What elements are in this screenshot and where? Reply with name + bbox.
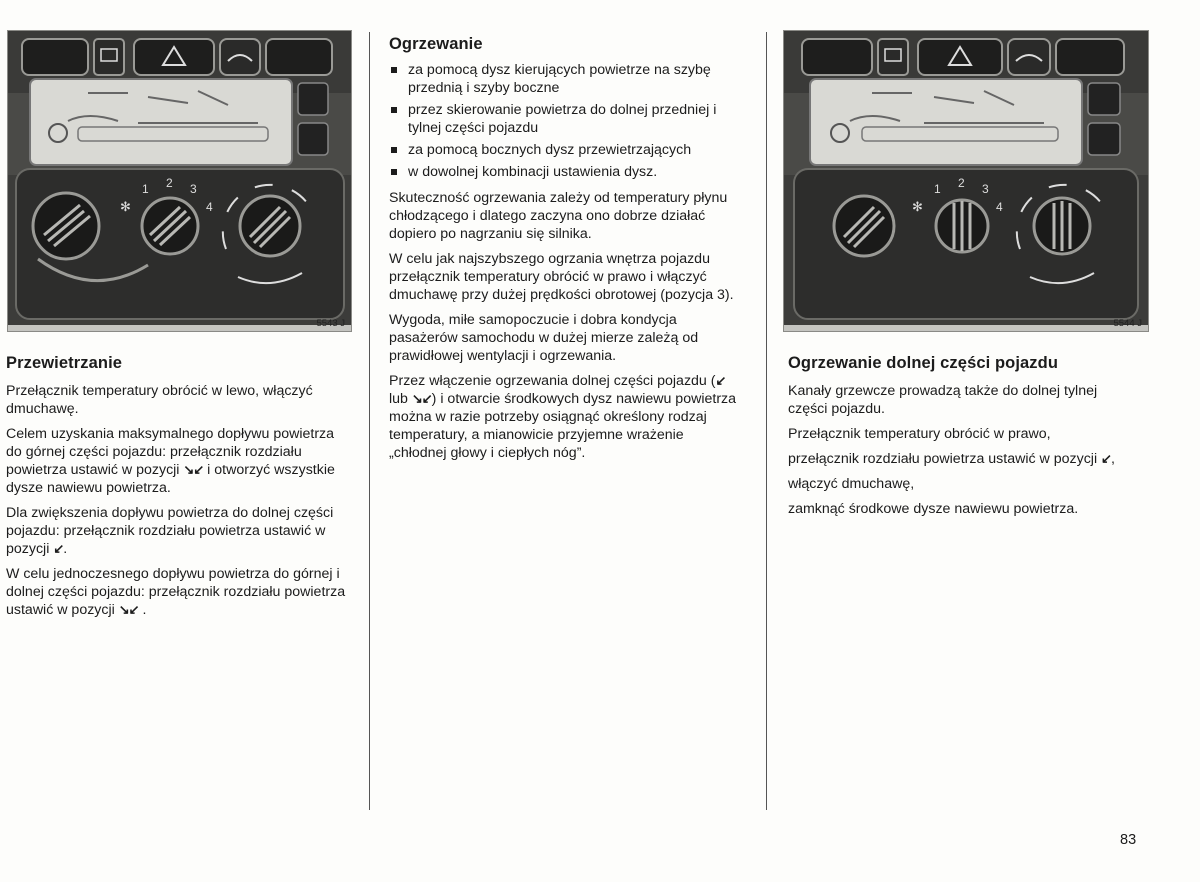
paragraph — [788, 450, 1140, 468]
vent-position-floor-icon: ↙ — [53, 541, 64, 556]
paragraph — [6, 565, 346, 619]
paragraph-text: Przez włączenie ogrzewania dolnej części pojazdu ( — [389, 373, 716, 389]
section-ogrzewanie — [389, 35, 741, 469]
dial-number-3: 3 — [190, 182, 197, 196]
paragraph-text: W celu jednoczesnego dopływu powietrza do górnej i dolnej części pojazdu: przełącznik rozdziału powietrza ustawić w pozycji — [6, 566, 346, 618]
paragraph: W celu jak najszybszego ogrzania wnętrza pojazdu przełącznik temperatury obrócić w prawo i włączyć dmuchawę przy dużej prędkości obrotowej (pozycja 3). — [389, 251, 734, 303]
vent-position-floor-icon: ↙ — [715, 373, 726, 388]
vent-position-upper-icon: ↘↙ — [183, 462, 204, 477]
paragraph: Wygoda, miłe samopoczucie i dobra kondycja pasażerów samochodu w dużej mierze zależą od prawidłowej wentylacji i ogrzewania. — [389, 312, 699, 364]
paragraph: Przełącznik temperatury obrócić w prawo, — [788, 426, 1051, 442]
paragraph: Skuteczność ogrzewania zależy od temperatury płynu chłodzącego i dlatego zaczyna ono dobrze działać dopiero po nagrzaniu się silnika. — [389, 190, 728, 242]
vent-position-floor-icon: ↙ — [1101, 451, 1111, 466]
section-heading: Ogrzewanie — [389, 35, 483, 53]
figure-heater-controls-left — [7, 30, 352, 332]
figure-code-label: 5544 J — [1113, 318, 1142, 329]
page-number: 83 — [1120, 832, 1137, 848]
dial-number-4: 4 — [996, 200, 1003, 214]
paragraph-text: . — [63, 541, 68, 557]
dial-number-4: 4 — [206, 200, 213, 214]
dial-number-1: 1 — [934, 182, 941, 196]
figure-code-label: 5543 J — [316, 318, 345, 329]
list-item: za pomocą dysz kierujących powietrze na szybę przednią i szyby boczne — [389, 61, 741, 97]
heating-methods-list — [389, 61, 741, 181]
section-heading: Przewietrzanie — [6, 354, 123, 372]
figure-heater-controls-right — [783, 30, 1149, 332]
list-item: w dowolnej kombinacji ustawienia dysz. — [389, 163, 741, 181]
paragraph: Przełącznik temperatury obrócić w lewo, włączyć dmuchawę. — [6, 383, 313, 417]
vent-position-upper-lower-icon: ↘↙ — [411, 391, 432, 406]
list-item: przez skierowanie powietrza do dolnej przedniej i tylnej części pojazdu — [389, 101, 741, 137]
svg-text:✻: ✻ — [120, 200, 131, 215]
section-heading: Ogrzewanie dolnej części pojazdu — [788, 354, 1059, 372]
paragraph — [6, 504, 346, 558]
paragraph: zamknąć środkowe dysze nawiewu powietrza. — [788, 501, 1079, 517]
paragraph: włączyć dmuchawę, — [788, 476, 915, 492]
paragraph-text: , — [1110, 451, 1115, 467]
dial-number-2: 2 — [958, 176, 965, 190]
paragraph-text: Dla zwiększenia dopływu powietrza do dolnej części pojazdu: przełącznik rozdziału powietrza ustawić w pozycji — [6, 505, 334, 557]
vent-position-upper-lower-icon: ↘↙ — [118, 602, 139, 617]
paragraph — [389, 372, 741, 462]
list-item: za pomocą bocznych dysz przewietrzających — [389, 141, 741, 159]
paragraph-text: . — [142, 602, 147, 618]
dial-number-1: 1 — [142, 182, 149, 196]
paragraph — [6, 425, 346, 497]
paragraph-text: i otworzyć wszystkie dysze nawiewu powietrza. — [6, 462, 335, 496]
svg-text:✻: ✻ — [912, 200, 923, 215]
section-ogrzewanie-dolnej-czesci — [788, 354, 1140, 525]
paragraph-text: lub — [389, 391, 412, 407]
dial-number-2: 2 — [166, 176, 173, 190]
paragraph-text: przełącznik rozdziału powietrza ustawić w pozycji — [788, 451, 1098, 467]
section-przewietrzanie — [6, 354, 346, 626]
column-divider-left — [369, 32, 370, 810]
column-divider-right — [766, 32, 767, 810]
paragraph: Kanały grzewcze prowadzą także do dolnej tylnej części pojazdu. — [788, 383, 1098, 417]
dial-number-3: 3 — [982, 182, 989, 196]
paragraph-text: Celem uzyskania maksymalnego dopływu powietrza do górnej części pojazdu: przełącznik rozdziału powietrza ustawić w pozycji — [6, 426, 335, 478]
paragraph-text: ) i otwarcie środkowych dysz nawiewu powietrza można w razie potrzeby osiągnąć określony rodzaj temperatury, a mianowicie przyjemne wrażenie „chłodnej głowy i ciepłych nóg”. — [389, 391, 737, 461]
climate-panel-illustration-right — [784, 31, 1148, 331]
climate-panel-illustration-left — [8, 31, 351, 331]
